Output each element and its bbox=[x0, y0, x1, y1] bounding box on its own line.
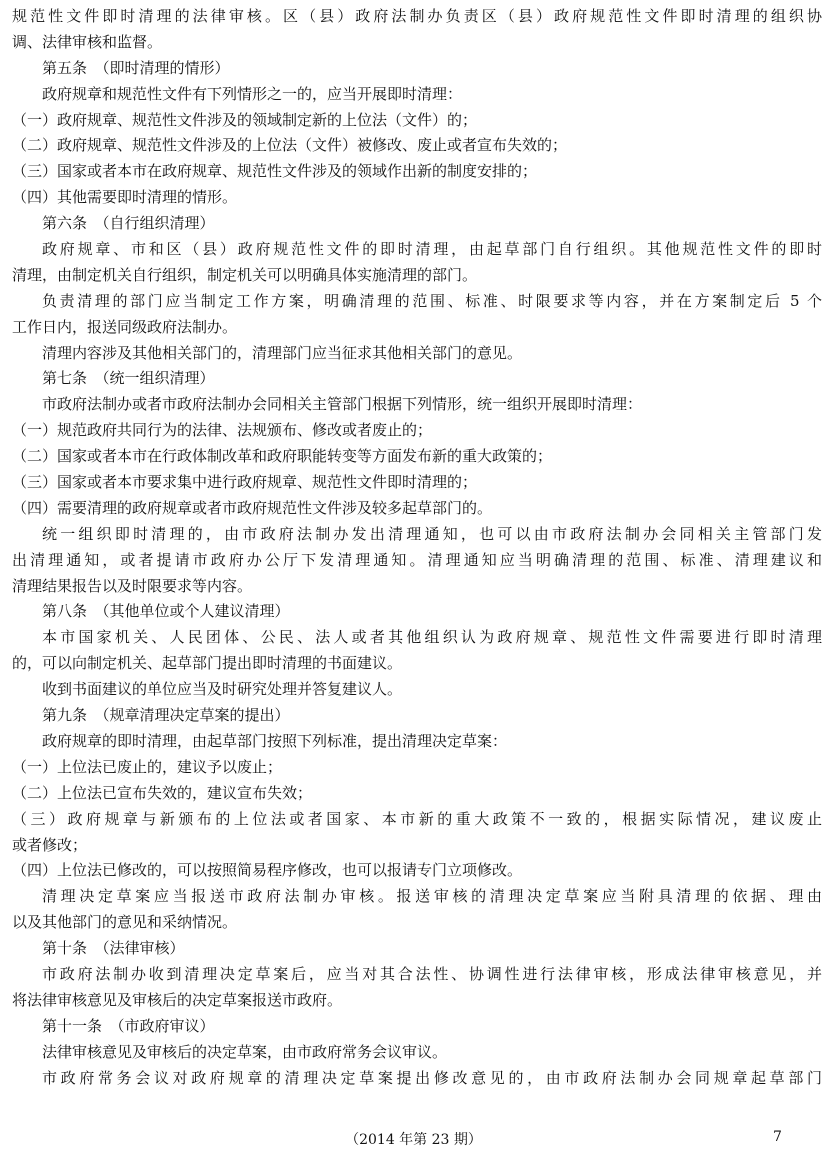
text-line: 清理内容涉及其他相关部门的，清理部门应当征求其他相关部门的意见。 bbox=[42, 343, 523, 362]
text-line: 第五条 （即时清理的情形） bbox=[42, 58, 230, 77]
text-line: 第七条 （统一组织清理） bbox=[42, 369, 215, 388]
text-line: 清理，由制定机关自行组织，制定机关可以明确具体实施清理的部门。 bbox=[12, 265, 478, 284]
text-line: 负责清理的部门应当制定工作方案，明确清理的范围、标准、时限要求等内容，并在方案制定后 5 个 bbox=[42, 291, 822, 310]
text-line: （二）政府规章、规范性文件涉及的上位法（文件）被修改、废止或者宣布失效的； bbox=[12, 136, 568, 155]
text-line: 以及其他部门的意见和采纳情况。 bbox=[12, 913, 238, 932]
text-line: 政府规章的即时清理，由起草部门按照下列标准，提出清理决定草案： bbox=[42, 731, 508, 750]
text-line: 市政府常务会议对政府规章的清理决定草案提出修改意见的，由市政府法制办会同规章起草部门 bbox=[42, 1068, 822, 1087]
text-line: 市政府法制办收到清理决定草案后，应当对其合法性、协调性进行法律审核，形成法律审核意见，并 bbox=[42, 964, 822, 983]
text-line: 将法律审核意见及审核后的决定草案报送市政府。 bbox=[12, 990, 343, 1009]
text-line: 规范性文件即时清理的法律审核。区（县）政府法制办负责区（县）政府规范性文件即时清理的组织协 bbox=[12, 7, 822, 25]
document-body bbox=[12, 4, 822, 1091]
text-line: 第十条 （法律审核） bbox=[42, 939, 185, 958]
text-line: 政府规章和规范性文件有下列情形之一的，应当开展即时清理： bbox=[42, 84, 463, 103]
text-line: 清理结果报告以及时限要求等内容。 bbox=[12, 576, 253, 595]
text-line: （三）国家或者本市在政府规章、规范性文件涉及的领域作出新的制度安排的； bbox=[12, 162, 538, 181]
text-line: 统一组织即时清理的，由市政府法制办发出清理通知，也可以由市政府法制办会同相关主管部门发 bbox=[42, 524, 822, 543]
text-line: （三）国家或者本市要求集中进行政府规章、规范性文件即时清理的； bbox=[12, 473, 478, 492]
text-line: 第八条 （其他单位或个人建议清理） bbox=[42, 602, 290, 621]
text-line: 本市国家机关、人民团体、公民、法人或者其他组织认为政府规章、规范性文件需要进行即时清理 bbox=[42, 628, 822, 647]
text-line: 第九条 （规章清理决定草案的提出） bbox=[42, 706, 290, 725]
text-line: （二）上位法已宣布失效的，建议宣布失效； bbox=[12, 783, 313, 802]
text-line: 第十一条 （市政府审议） bbox=[42, 1016, 215, 1035]
text-line: （四）需要清理的政府规章或者市政府规范性文件涉及较多起草部门的。 bbox=[12, 498, 493, 517]
text-line: 工作日内，报送同级政府法制办。 bbox=[12, 317, 238, 336]
page-number: 7 bbox=[773, 1129, 782, 1145]
text-line: （四）其他需要即时清理的情形。 bbox=[12, 188, 238, 207]
text-line: 政府规章、市和区（县）政府规范性文件的即时清理，由起草部门自行组织。其他规范性文件的即时 bbox=[42, 240, 822, 259]
text-line: （三）政府规章与新颁布的上位法或者国家、本市新的重大政策不一致的，根据实际情况，建议废止 bbox=[12, 809, 822, 828]
text-line: 收到书面建议的单位应当及时研究处理并答复建议人。 bbox=[42, 680, 403, 699]
text-line: （二）国家或者本市在行政体制改革和政府职能转变等方面发布新的重大政策的； bbox=[12, 447, 553, 466]
text-line: （一）规范政府共同行为的法律、法规颁布、修改或者废止的； bbox=[12, 421, 433, 440]
page-footer bbox=[0, 1129, 827, 1153]
text-line: （一）政府规章、规范性文件涉及的领域制定新的上位法（文件）的； bbox=[12, 110, 478, 129]
text-line: （四）上位法已修改的，可以按照简易程序修改，也可以报请专门立项修改。 bbox=[12, 861, 523, 880]
text-line: 出清理通知，或者提请市政府办公厅下发清理通知。清理通知应当明确清理的范围、标准、清理建议和 bbox=[12, 550, 822, 569]
text-line: （一）上位法已废止的，建议予以废止； bbox=[12, 757, 283, 776]
issue-label: （2014 年第 23 期） bbox=[345, 1132, 482, 1148]
text-line: 或者修改； bbox=[12, 835, 88, 854]
text-line: 调、法律审核和监督。 bbox=[12, 32, 163, 51]
text-line: 市政府法制办或者市政府法制办会同相关主管部门根据下列情形，统一组织开展即时清理： bbox=[42, 395, 643, 414]
text-line: 清理决定草案应当报送市政府法制办审核。报送审核的清理决定草案应当附具清理的依据、理由 bbox=[42, 887, 822, 906]
text-line: 法律审核意见及审核后的决定草案，由市政府常务会议审议。 bbox=[42, 1042, 448, 1061]
text-line: 的，可以向制定机关、起草部门提出即时清理的书面建议。 bbox=[12, 654, 403, 673]
text-line: 第六条 （自行组织清理） bbox=[42, 214, 215, 233]
